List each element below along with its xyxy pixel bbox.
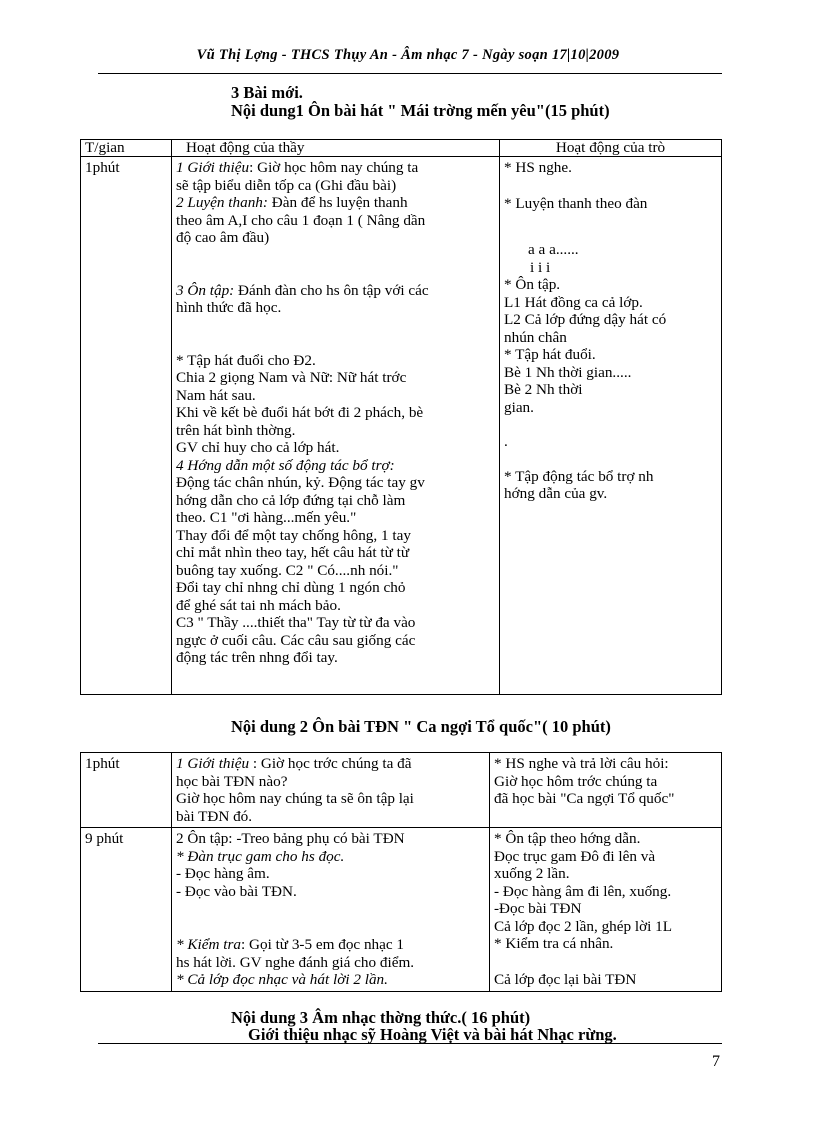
student-line: Đọc trục gam Đô đi lên và bbox=[494, 847, 656, 865]
scale-instruction: * Đàn trục gam cho hs đọc. bbox=[176, 847, 345, 865]
teacher-line: học bài TĐN nào? bbox=[176, 772, 288, 790]
teacher-line: độ cao âm đầu) bbox=[176, 229, 270, 246]
section3-title: Nội dung 3 Âm nhạc thờng thức.( 16 phút) bbox=[231, 1008, 531, 1027]
teacher-activities bbox=[172, 828, 490, 992]
header-teacher: Hoạt động của thầy bbox=[172, 140, 500, 157]
teacher-activities bbox=[172, 157, 500, 695]
student-line: * Tập động tác bổ trợ nh bbox=[504, 467, 654, 485]
footer-rule bbox=[98, 1043, 722, 1044]
student-line: L2 Cả lớp đứng dậy hát có bbox=[504, 311, 667, 328]
teacher-line: theo. C1 "ơi hàng...mến yêu." bbox=[176, 509, 357, 526]
teacher-line: Khi về kết bè đuổi hát bớt đi 2 phách, bè bbox=[176, 404, 424, 421]
header-time: T/gian bbox=[81, 140, 172, 157]
student-line: * HS nghe. bbox=[504, 159, 572, 176]
vowel-i-line: i i i bbox=[530, 258, 551, 276]
class-read-instruction: * Cả lớp đọc nhạc và hát lời 2 lần. bbox=[176, 971, 388, 988]
teacher-line: hớng dẫn cho cả lớp đứng tại chỗ làm bbox=[176, 491, 406, 509]
student-line: Giờ học hôm trớc chúng ta bbox=[494, 772, 658, 790]
student-line: L1 Hát đồng ca cả lớp. bbox=[504, 293, 643, 311]
section3-subtitle: Giới thiệu nhạc sỹ Hoàng Việt và bài hát Nhạc rừng. bbox=[248, 1025, 617, 1044]
time-cell: 1phút bbox=[81, 753, 172, 828]
page-header: Vũ Thị Lợng - THCS Thụy An - Âm nhạc 7 - Ngày soạn 17|10|2009 bbox=[196, 47, 620, 63]
teacher-line: trên hát bình thờng. bbox=[176, 421, 296, 439]
teacher-line: : Giờ học trớc chúng ta đã bbox=[249, 755, 412, 772]
teacher-line: - Đọc hàng âm. bbox=[176, 865, 270, 882]
teacher-line: * Tập hát đuổi cho Đ2. bbox=[176, 351, 316, 369]
teacher-line: sẽ tập biểu diễn tốp ca (Ghi đầu bài) bbox=[176, 176, 397, 194]
section2-title: Nội dung 2 Ôn bài TĐN " Ca ngợi Tổ quốc"( 10 phút) bbox=[231, 717, 611, 736]
student-line: Cả lớp đọc 2 lần, ghép lời 1L bbox=[494, 917, 673, 935]
student-activities bbox=[490, 753, 722, 828]
student-line: * Kiểm tra cá nhân. bbox=[494, 935, 614, 952]
check-label: * Kiểm tra bbox=[176, 936, 241, 953]
new-lesson-heading: 3 Bài mới. bbox=[231, 83, 303, 102]
student-line: Bè 2 Nh thời bbox=[504, 381, 583, 398]
teacher-line: Đàn để hs luyện thanh bbox=[267, 194, 408, 211]
student-activities bbox=[490, 828, 722, 992]
student-line: -Đọc bài TĐN bbox=[494, 900, 582, 917]
page-number: 7 bbox=[712, 1053, 720, 1070]
student-line: đã học bài "Ca ngợi Tổ quốc" bbox=[494, 790, 675, 807]
teacher-line: chỉ mắt nhìn theo tay, hết câu hát từ từ bbox=[176, 544, 410, 561]
intro-label: 1 Giới thiệu bbox=[176, 159, 250, 176]
student-line: Bè 1 Nh thời gian..... bbox=[504, 363, 632, 381]
student-line: xuống 2 lần. bbox=[494, 865, 570, 882]
teacher-line: động tác trên nhng đổi tay. bbox=[176, 649, 338, 666]
movement-guide-label: 4 Hớng dẫn một số động tác bổ trợ: bbox=[176, 456, 395, 474]
teacher-line: buông tay xuống. C2 " Có....nh nói." bbox=[176, 561, 399, 579]
student-line: hớng dẫn của gv. bbox=[504, 485, 608, 502]
section1-table bbox=[80, 139, 722, 695]
teacher-line: Chia 2 giọng Nam và Nữ: Nữ hát trớc bbox=[176, 369, 407, 386]
student-line: * Tập hát đuổi. bbox=[504, 346, 596, 363]
teacher-line: để ghé sát tai nh mách bảo. bbox=[176, 596, 341, 614]
teacher-line: 2 Ôn tập: -Treo bảng phụ có bài TĐN bbox=[176, 830, 405, 847]
teacher-line: GV chỉ huy cho cả lớp hát. bbox=[176, 439, 340, 456]
teacher-line: Thay đổi để một tay chống hông, 1 tay bbox=[176, 526, 411, 544]
student-line: nhún chân bbox=[504, 328, 567, 346]
vowel-a-line: a a a...... bbox=[528, 241, 579, 258]
student-line: * HS nghe và trả lời câu hỏi: bbox=[494, 755, 669, 772]
student-activities bbox=[500, 157, 722, 695]
review-label: 3 Ôn tập: bbox=[176, 281, 235, 299]
teacher-line: : Giờ học hôm nay chúng ta bbox=[249, 159, 419, 176]
header-rule bbox=[98, 73, 722, 74]
teacher-line: C3 " Thầy ....thiết tha" Tay từ từ đa vào bbox=[176, 614, 416, 631]
student-line: - Đọc hàng âm đi lên, xuống. bbox=[494, 882, 672, 900]
student-line: . bbox=[504, 433, 508, 450]
student-line: * Luyện thanh theo đàn bbox=[504, 194, 648, 212]
teacher-line: Nam hát sau. bbox=[176, 386, 256, 404]
header-student: Hoạt động của trò bbox=[500, 140, 722, 157]
section2-table bbox=[80, 752, 722, 992]
teacher-line: Giờ học hôm nay chúng ta sẽ ôn tập lại bbox=[176, 790, 414, 807]
student-line: * Ôn tập. bbox=[504, 276, 561, 293]
teacher-line: hs hát lời. GV nghe đánh giá cho điểm. bbox=[176, 953, 415, 971]
teacher-activities bbox=[172, 753, 490, 828]
intro-label: 1 Giới thiệu bbox=[176, 755, 250, 772]
section1-title: Nội dung1 Ôn bài hát " Mái trờng mến yêu"(15 phút) bbox=[231, 101, 610, 120]
student-line: gian. bbox=[504, 398, 534, 416]
teacher-line: : Gọi từ 3-5 em đọc nhạc 1 bbox=[240, 936, 405, 953]
teacher-line: theo âm A,I cho câu 1 đoạn 1 ( Nâng dần bbox=[176, 211, 426, 229]
warmup-label: 2 Luyện thanh: bbox=[176, 194, 268, 211]
teacher-line: ngực ở cuối câu. Các câu sau giống các bbox=[176, 631, 416, 649]
student-line: Cả lớp đọc lại bài TĐN bbox=[494, 970, 637, 988]
teacher-line: - Đọc vào bài TĐN. bbox=[176, 882, 297, 900]
teacher-line: Động tác chân nhún, kỷ. Động tác tay gv bbox=[176, 474, 425, 491]
teacher-line: hình thức đã học. bbox=[176, 299, 282, 316]
teacher-line: Đánh đàn cho hs ôn tập với các bbox=[234, 281, 429, 299]
time-cell: 9 phút bbox=[81, 828, 172, 992]
teacher-line: Đổi tay chỉ nhng chỉ dùng 1 ngón chỏ bbox=[176, 579, 406, 596]
teacher-line: bài TĐN đó. bbox=[176, 807, 253, 825]
time-cell: 1phút bbox=[81, 157, 172, 695]
student-line: * Ôn tập theo hớng dẫn. bbox=[494, 830, 641, 847]
